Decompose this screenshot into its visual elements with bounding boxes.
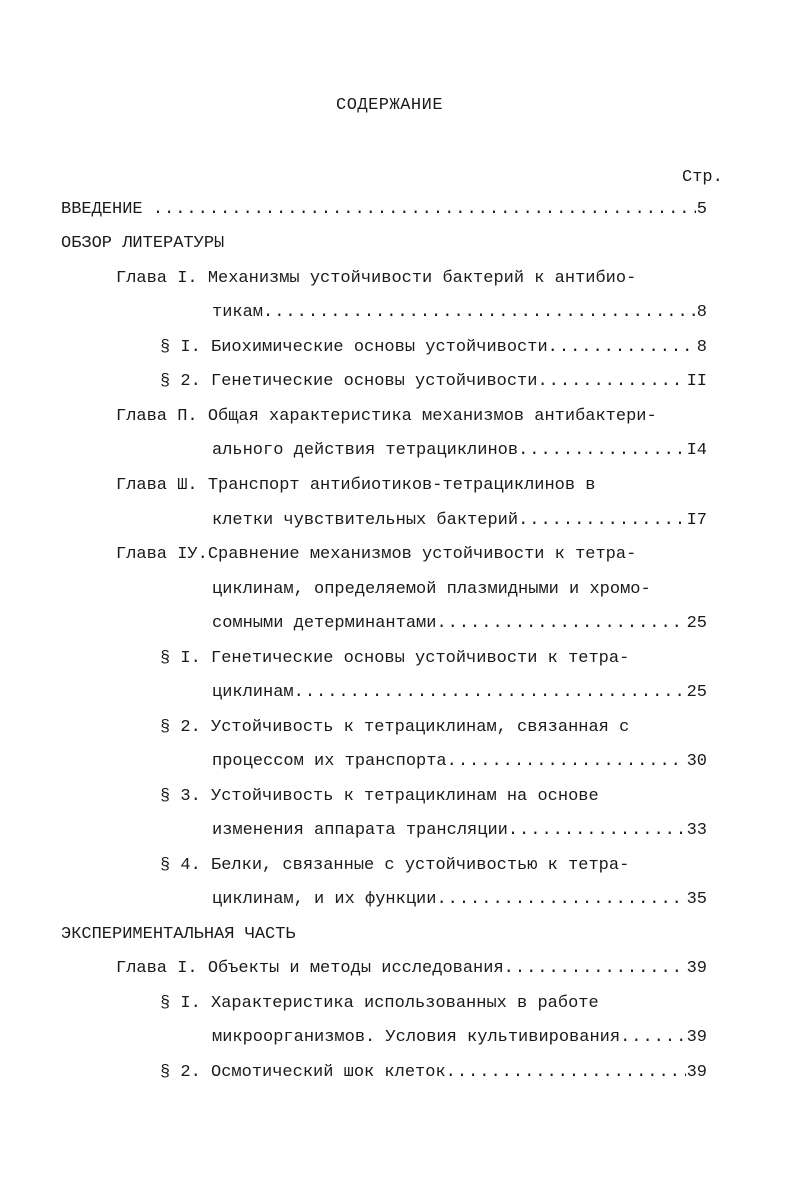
toc-entry: Глава IУ.Сравнение механизмов устойчивости к тетра- xyxy=(116,545,637,564)
toc-entry: § 3. Устойчивость к тетрациклинам на основе xyxy=(160,787,599,806)
toc-entry-page: 8 xyxy=(696,338,707,357)
toc-entry-page: II xyxy=(686,372,707,391)
toc-entry xyxy=(61,200,707,220)
toc-entry: § 4. Белки, связанные с устойчивостью к тетра- xyxy=(160,856,630,875)
leader-dots xyxy=(518,511,686,531)
toc-entry-page: 39 xyxy=(686,1063,707,1082)
toc-entry-page: 25 xyxy=(686,614,707,633)
toc-entry-page: 25 xyxy=(686,683,707,702)
leader-dots xyxy=(518,441,686,461)
toc-entry: § I. Характеристика использованных в работе xyxy=(160,994,599,1013)
toc-entry xyxy=(160,372,707,392)
toc-entry xyxy=(160,338,707,358)
toc-entry xyxy=(212,821,707,841)
toc-entry-text: § 2. Осмотический шок клеток xyxy=(160,1063,446,1082)
toc-entry-text: Глава I. Объекты и методы исследования xyxy=(116,959,504,978)
toc-entry-page: I7 xyxy=(686,511,707,530)
toc-entry-text: § I. Биохимические основы устойчивости xyxy=(160,338,548,357)
toc-entry xyxy=(212,890,707,910)
toc-entry xyxy=(212,752,707,772)
leader-dots xyxy=(537,372,685,392)
leader-dots xyxy=(263,303,696,323)
toc-entry-text: циклинам xyxy=(212,683,294,702)
leader-dots xyxy=(447,752,686,772)
toc-entry-text: ВВЕДЕНИЕ xyxy=(61,200,153,219)
toc-entry xyxy=(212,303,707,323)
toc-entry xyxy=(212,683,707,703)
toc-entry-page: I4 xyxy=(686,441,707,460)
toc-entry-text: процессом их транспорта xyxy=(212,752,447,771)
toc-entry-text: изменения аппарата трансляции xyxy=(212,821,508,840)
toc-entry xyxy=(212,441,707,461)
toc-entry: § I. Генетические основы устойчивости к тетра- xyxy=(160,649,630,668)
section-heading: ОБЗОР ЛИТЕРАТУРЫ xyxy=(61,234,225,253)
page-title: СОДЕРЖАНИЕ xyxy=(336,96,444,115)
leader-dots xyxy=(620,1028,686,1048)
toc-entry-page: 5 xyxy=(696,200,707,219)
leader-dots xyxy=(436,890,685,910)
section-heading: ЭКСПЕРИМЕНТАЛЬНАЯ ЧАСТЬ xyxy=(61,925,296,944)
leader-dots xyxy=(294,683,686,703)
toc-entry: Глава Ш. Транспорт антибиотиков-тетрациклинов в xyxy=(116,476,596,495)
toc-entry-text: микроорганизмов. Условия культивирования xyxy=(212,1028,621,1047)
toc-entry-text: сомными детерминантами xyxy=(212,614,437,633)
toc-entry-page: 8 xyxy=(696,303,707,322)
leader-dots xyxy=(436,614,685,634)
toc-entry-text: § 2. Генетические основы устойчивости xyxy=(160,372,538,391)
toc-entry-page: 33 xyxy=(686,821,707,840)
leader-dots xyxy=(548,338,696,358)
toc-entry-page: 35 xyxy=(686,890,707,909)
toc-entry xyxy=(212,614,707,634)
toc-entry: § 2. Устойчивость к тетрациклинам, связанная с xyxy=(160,718,630,737)
toc-entry-text: тикам xyxy=(212,303,264,322)
page-column-header: Стр. xyxy=(682,168,723,187)
toc-entry xyxy=(212,511,707,531)
leader-dots xyxy=(153,200,696,220)
toc-entry xyxy=(160,1063,707,1083)
toc-entry: Глава I. Механизмы устойчивости бактерий к антибио- xyxy=(116,269,637,288)
leader-dots xyxy=(504,959,686,979)
leader-dots xyxy=(508,821,686,841)
toc-entry xyxy=(116,959,707,979)
toc-entry: Глава П. Общая характеристика механизмов антибактери- xyxy=(116,407,657,426)
toc-entry-text: циклинам, и их функции xyxy=(212,890,437,909)
toc-entry: циклинам, определяемой плазмидными и хромо- xyxy=(212,580,651,599)
leader-dots xyxy=(446,1063,686,1083)
toc-entry xyxy=(212,1028,707,1048)
toc-entry-text: клетки чувствительных бактерий xyxy=(212,511,519,530)
toc-entry-text: ального действия тетрациклинов xyxy=(212,441,519,460)
toc-entry-page: 39 xyxy=(686,959,707,978)
toc-entry-page: 39 xyxy=(686,1028,707,1047)
toc-entry-page: 30 xyxy=(686,752,707,771)
